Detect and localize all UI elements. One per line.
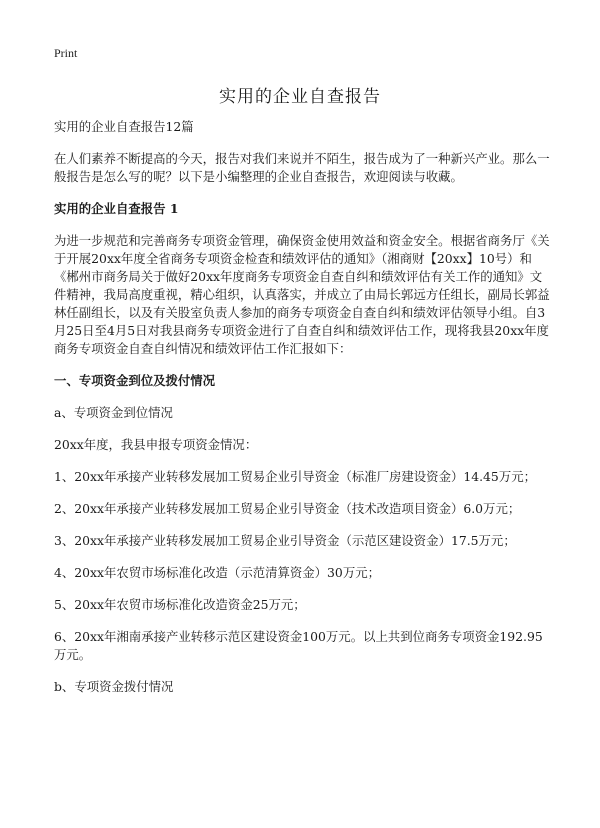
document-title: 实用的企业自查报告: [219, 87, 381, 107]
heading-funds-allocation: 一、专项资金到位及拨付情况: [54, 373, 216, 388]
list-item: 5、20xx年农贸市场标准化改造资金25万元；: [54, 597, 306, 612]
list-item: 6、20xx年湘南承接产业转移示范区建设资金100万元。以上共到位商务专项资金192.95万元。: [54, 629, 543, 662]
intro-paragraph: 在人们素养不断提高的今天，报告对我们来说并不陌生，报告成为了一种新兴产业。那么一般报告是怎么写的呢？以下是小编整理的企业自查报告，欢迎阅读与收藏。: [54, 151, 550, 184]
section-heading: 实用的企业自查报告 1: [54, 201, 179, 216]
subheading-funds-arrival: a、专项资金到位情况: [54, 405, 173, 420]
list-item: 4、20xx年农贸市场标准化改造（示范清算资金）30万元；: [54, 565, 380, 580]
print-link[interactable]: Print: [54, 46, 78, 60]
list-item: 3、20xx年承接产业转移发展加工贸易企业引导资金（示范区建设资金）17.5万元；: [54, 533, 516, 548]
subheading-funds-disbursement: b、专项资金拨付情况: [54, 679, 174, 694]
list-item: 1、20xx年承接产业转移发展加工贸易企业引导资金（标准厂房建设资金）14.45万元；: [54, 469, 536, 484]
section-paragraph: 为进一步规范和完善商务专项资金管理，确保资金使用效益和资金安全。根据省商务厅《关于开展20xx年度全省商务专项资金检查和绩效评估的通知》（湘商财【20xx】10号）和《郴州市商务局关于做好20xx年度商务专项资金自查自纠和绩效评估有关工作的通知》文件精神，我局高度重视，精心组织，认真落实，并成立了由局长郭远方任组长，副局长郭益林任副组长，以及有关股室负责人参加的商务专项资金自查自纠和绩效评估领导小组。自3月25日至4月5日对我县商务专项资金进行了自查自纠和绩效评估工作，现将我县20xx年度商务专项资金自查自纠情况和绩效评估工作汇报如下：: [54, 233, 550, 356]
year-summary-line: 20xx年度，我县申报专项资金情况：: [54, 437, 258, 452]
document-body: [54, 118, 554, 710]
list-item: 2、20xx年承接产业转移发展加工贸易企业引导资金（技术改造项目资金）6.0万元；: [54, 501, 521, 516]
document-subtitle: 实用的企业自查报告12篇: [54, 119, 194, 134]
